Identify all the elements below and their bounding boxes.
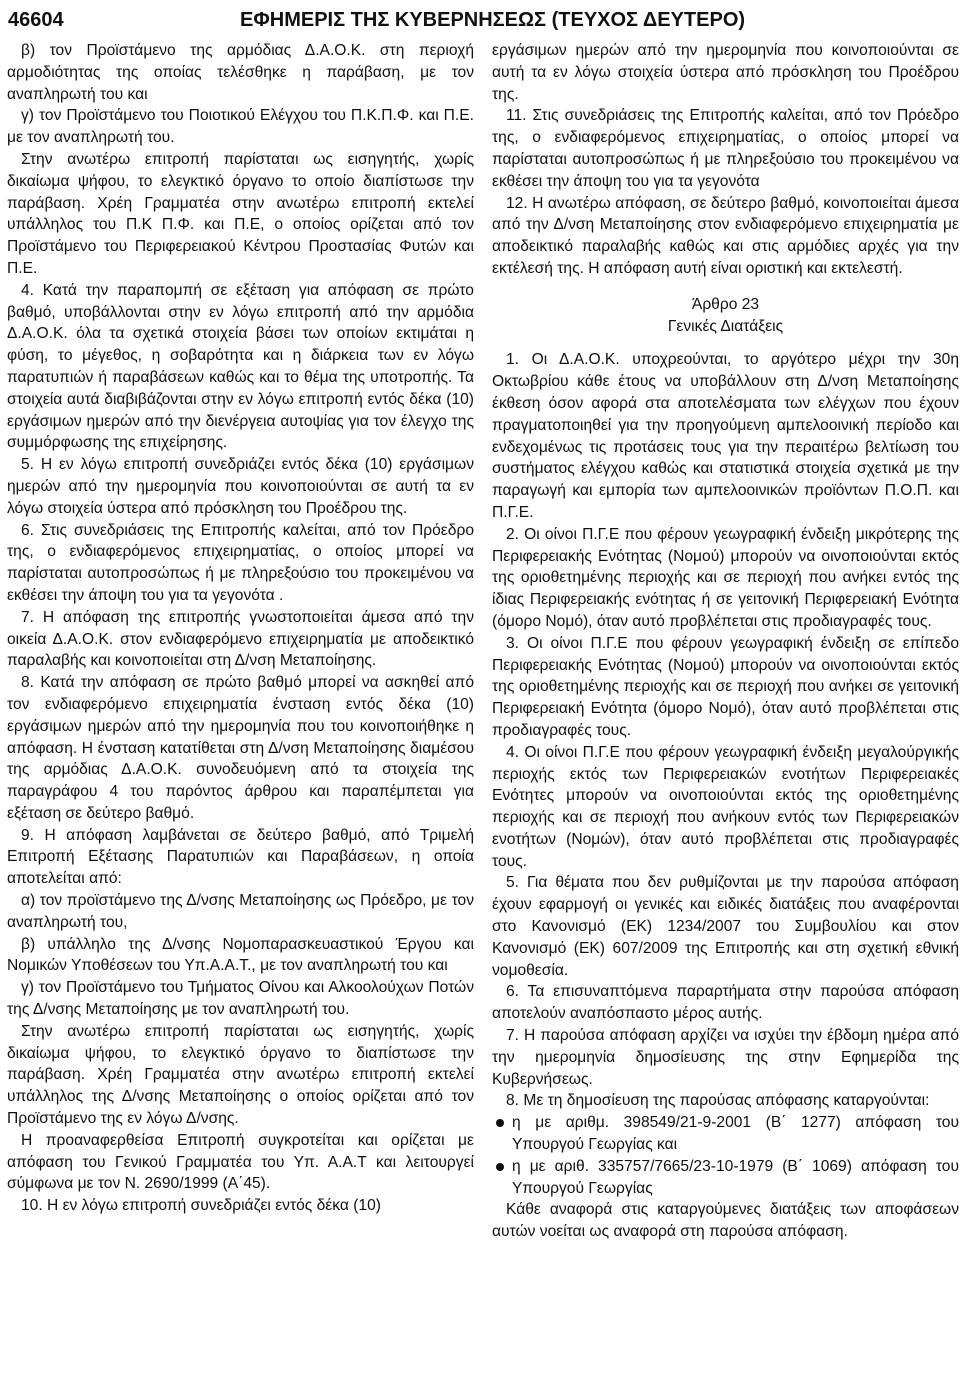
paragraph: Στην ανωτέρω επιτροπή παρίσταται ως εισηγητής, χωρίς δικαίωμα ψήφου, το ελεγκτικό όργανο το οποίο διαπίστωσε την παράβαση. Χρέη Γραμματέα στην ανωτέρω επιτροπή εκτελεί υπάλληλος του Π.Κ Π.Φ. και Π.Ε, ο οποίος ορίζεται από τον Προϊστάμενο του Περιφερειακού Κέντρου Προστασίας Φυτών και Π.Ε. xyxy=(7,150,474,277)
paragraph: α) τον προϊστάμενο της Δ/νσης Μεταποίησης ως Πρόεδρο, με τον αναπληρωτή του, xyxy=(7,892,474,931)
paragraph: 2. Οι οίνοι Π.Γ.Ε που φέρουν γεωγραφική ένδειξη μικρότερης της Περιφερειακής Ενότητας (Νομού) μπορούν να οινοποιούνται εκτός της οριοθετημένης περιοχής και σε περιοχή που ανήκει εντός της ίδιας Περιφερειακής ενότητας ή σε γειτονική Περιφερειακή Ενότητα (όμορο Νομό), όταν αυτό προβλέπεται στις προδιαγραφές τους. xyxy=(492,525,959,630)
paragraph: 5. Η εν λόγω επιτροπή συνεδριάζει εντός δέκα (10) εργάσιμων ημερών από την ημερομηνία που κοινοποιούνται σε αυτή τα εν λόγω στοιχεία ύστερα από πρόσκληση του Προέδρου της. xyxy=(7,456,474,517)
paragraph: 4. Οι οίνοι Π.Γ.Ε που φέρουν γεωγραφική ένδειξη μεγαλούργικής περιοχής εκτός των Περιφερειακών ενοτήτων Περιφερειακές Ενότητες μπορούν να οινοποιούνται εκτός της οριοθετημένης περιοχής και σε περιοχή που ανήκουν εντός των Περιφερειακών ενοτήτων (Νομών), όταν αυτό προβλέπεται στις προδιαγραφές τους. xyxy=(492,743,959,870)
bullet-text: η με αριθμ. 398549/21-9-2001 (Β΄ 1277) απόφαση του Υπουργού Γεωργίας και xyxy=(512,1114,959,1154)
bullet-text: η με αριθ. 335757/7665/23-10-1979 (Β΄ 1069) απόφαση του Υπουργού Γεωργίας xyxy=(512,1157,959,1197)
gazette-title: ΕΦΗΜΕΡΙΣ ΤΗΣ ΚΥΒΕΡΝΗΣΕΩΣ (ΤΕΥΧΟΣ ΔΕΥΤΕΡΟ) xyxy=(240,9,746,31)
left-column xyxy=(7,40,474,1217)
paragraph: 7. Η παρούσα απόφαση αρχίζει να ισχύει την έβδομη ημέρα από την ημερομηνία δημοσίευσης της στην Εφημερίδα της Κυβερνήσεως. xyxy=(492,1027,959,1088)
paragraph: 3. Οι οίνοι Π.Γ.Ε που φέρουν γεωγραφική ένδειξη σε επίπεδο Περιφερειακής Ενότητας (Νομού) μπορούν να οινοποιούνται εκτός της οριοθετημένης περιοχής και σε περιοχή που ανήκει σε γειτονική Περιφερειακή Ενότητα (όμορο Νομό), όταν αυτό προβλέπεται στις προδιαγραφές τους. xyxy=(492,634,959,739)
article-title: Γενικές Διατάξεις xyxy=(667,317,784,335)
bullet-item xyxy=(492,1112,959,1156)
paragraph: 5. Για θέματα που δεν ρυθμίζονται με την παρούσα απόφαση έχουν εφαρμογή οι γενικές και ειδικές διατάξεις που αναφέρονται στο Κανονισμό (ΕΚ) 1234/2007 του Συμβουλίου και στον Κανονισμό (ΕΚ) 607/2009 της Επιτροπής και στη σχετική εθνική νομοθεσία. xyxy=(492,874,959,979)
paragraph: 12. Η ανωτέρω απόφαση, σε δεύτερο βαθμό, κοινοποιείται άμεσα από την Δ/νση Μεταποίησης στον ενδιαφερόμενο επιχειρηματία με αποδεικτικό παραλαβής καθώς και στις αρμόδιες αρχές για την εκτέλεσή της. Η απόφαση αυτή είναι οριστική και εκτελεστή. xyxy=(492,194,959,277)
paragraph: 6. Τα επισυναπτόμενα παραρτήματα στην παρούσα απόφαση αποτελούν αναπόσπαστο μέρος αυτής. xyxy=(492,983,959,1023)
bullet-dot-icon xyxy=(496,1119,504,1127)
paragraph: Στην ανωτέρω επιτροπή παρίσταται ως εισηγητής, χωρίς δικαίωμα ψήφου, το ελεγκτικό όργανο το διαπίστωσε την παράβαση. Χρέη Γραμματέα στην ανωτέρω επιτροπή εκτελεί υπάλληλος της Δ/νσης Μεταποίησης ο οποίος ορίζεται από τον Προϊστάμενο της εν λόγω Δ/νσης. xyxy=(7,1022,474,1128)
paragraph: 4. Κατά την παραπομπή σε εξέταση για απόφαση σε πρώτο βαθμό, υποβάλλονται στην εν λόγω επιτροπή από την αρμόδια Δ.Α.Ο.Κ. όλα τα σχετικά στοιχεία βάσει των οποίων εκτιμάται η φύση, το μέγεθος, η σοβαρότητα και η διάρκεια των εν λόγω παρατυπιών ή παραβάσεων καθώς και το θέμα της υποτροπής. Τα στοιχεία αυτά διαβιβάζονται στην εν λόγω επιτροπή εντός δέκα (10) εργάσιμων ημερών από την διενέργεια αυτοψίας για τον έλεγχο της συμμόρφωσης της επιχείρησης. xyxy=(7,281,474,452)
paragraph: 8. Κατά την απόφαση σε πρώτο βαθμό μπορεί να ασκηθεί από τον ενδιαφερόμενο επιχειρηματία ένσταση εντός δέκα (10) εργάσιμων ημερών από την ημερομηνία που του κοινοποιήθηκε η απόφαση. Η ένσταση κατατίθεται στη Δ/νση Μεταποίησης διαμέσου της αρμόδιας Δ.Α.Ο.Κ. συνοδευόμενη από τα στοιχεία της παραγράφου 4 του παρόντος άρθρου και παραπέμπεται για εξέταση σε δεύτερο βαθμό. xyxy=(7,674,474,822)
paragraph: 7. Η απόφαση της επιτροπής γνωστοποιείται άμεσα από την οικεία Δ.Α.Ο.Κ. στον ενδιαφερόμενο επιχειρηματία με αποδεικτικό παραλαβής και κοινοποιείται στη Δ/νση Μεταποίησης. xyxy=(7,608,474,670)
page-header xyxy=(8,6,952,36)
page-number: 46604 xyxy=(8,9,64,31)
paragraph: 11. Στις συνεδριάσεις της Επιτροπής καλείται, από τον Πρόεδρο της, ο ενδιαφερόμενος επιχειρηματίας, ο οποίος μπορεί να παρίσταται αυτοπροσώπως ή με πληρεξούσιο του προκειμένου να εκθέσει την άποψη του για τα γεγονότα xyxy=(492,107,959,190)
paragraph: β) τον Προϊστάμενο της αρμόδιας Δ.Α.Ο.Κ. στη περιοχή αρμοδιότητας της οποίας τελέσθηκε η παράβαση, με τον αναπληρωτή του και xyxy=(7,42,474,103)
bullet-item xyxy=(492,1156,959,1200)
paragraph: β) υπάλληλο της Δ/νσης Νομοπαρασκευαστικού Έργου και Νομικών Υποθέσεων του Υπ.Α.Α.Τ., με τον αναπληρωτή του και xyxy=(7,935,474,975)
paragraph: 1. Οι Δ.Α.Ο.Κ. υποχρεούνται, το αργότερο μέχρι την 30η Οκτωβρίου κάθε έτους να υποβάλλουν στη Δ/νση Μεταποίησης έκθεση όσον αφορά στα αποτελέσματα των ελέγχων που έχουν πραγματοποιηθεί για την προηγούμενη αμπελοοινική περίοδο και ενδεχομένως τις προτάσεις τους για την περαιτέρω βελτίωση του συστήματος ελέγχου καθώς και στατιστικά στοιχεία σχετικά με την παραγωγή και εμπορία των αμπελοοινικών προϊόντων Π.Ο.Π. και Π.Γ.Ε. xyxy=(492,351,959,521)
paragraph: εργάσιμων ημερών από την ημερομηνία που κοινοποιούνται σε αυτή τα εν λόγω στοιχεία ύστερα από πρόσκληση του Προέδρου της. xyxy=(492,42,959,103)
paragraph: γ) τον Προϊστάμενο του Ποιοτικού Ελέγχου του Π.Κ.Π.Φ. και Π.Ε. με τον αναπληρωτή του. xyxy=(7,107,474,147)
paragraph: Η προαναφερθείσα Επιτροπή συγκροτείται και ορίζεται με απόφαση του Γενικού Γραμματέα του Υπ. Α.Α.Τ και λειτουργεί σύμφωνα με τον Ν. 2690/1999 (Α΄45). xyxy=(7,1131,474,1193)
right-column xyxy=(492,40,959,1243)
paragraph: 10. Η εν λόγω επιτροπή συνεδριάζει εντός δέκα (10) xyxy=(21,1197,381,1215)
paragraph: Κάθε αναφορά στις καταργούμενες διατάξεις των αποφάσεων αυτών νοείται ως αναφορά στη παρούσα απόφαση. xyxy=(492,1201,959,1241)
bullet-dot-icon xyxy=(496,1163,504,1171)
article-number: Άρθρο 23 xyxy=(691,295,760,313)
paragraph: 8. Με τη δημοσίευση της παρούσας απόφασης καταργούνται: xyxy=(506,1092,930,1110)
paragraph: γ) τον Προϊστάμενο του Τμήματος Οίνου και Αλκοολούχων Ποτών της Δ/νσης Μεταποίησης με τον αναπληρωτή του. xyxy=(7,979,474,1019)
paragraph: 6. Στις συνεδριάσεις της Επιτροπής καλείται, από τον Πρόεδρο της, ο ενδιαφερόμενος επιχειρηματίας, ο οποίος μπορεί να παρίσταται αυτοπροσώπως ή με πληρεξούσιο του προκειμένου να εκθέσει την άποψη του για τα γεγονότα . xyxy=(7,521,474,604)
paragraph: 9. Η απόφαση λαμβάνεται σε δεύτερο βαθμό, από Τριμελή Επιτροπή Εξέτασης Παρατυπιών και Παραβάσεων, η οποία αποτελείται από: xyxy=(7,826,474,888)
article-heading xyxy=(492,294,959,338)
